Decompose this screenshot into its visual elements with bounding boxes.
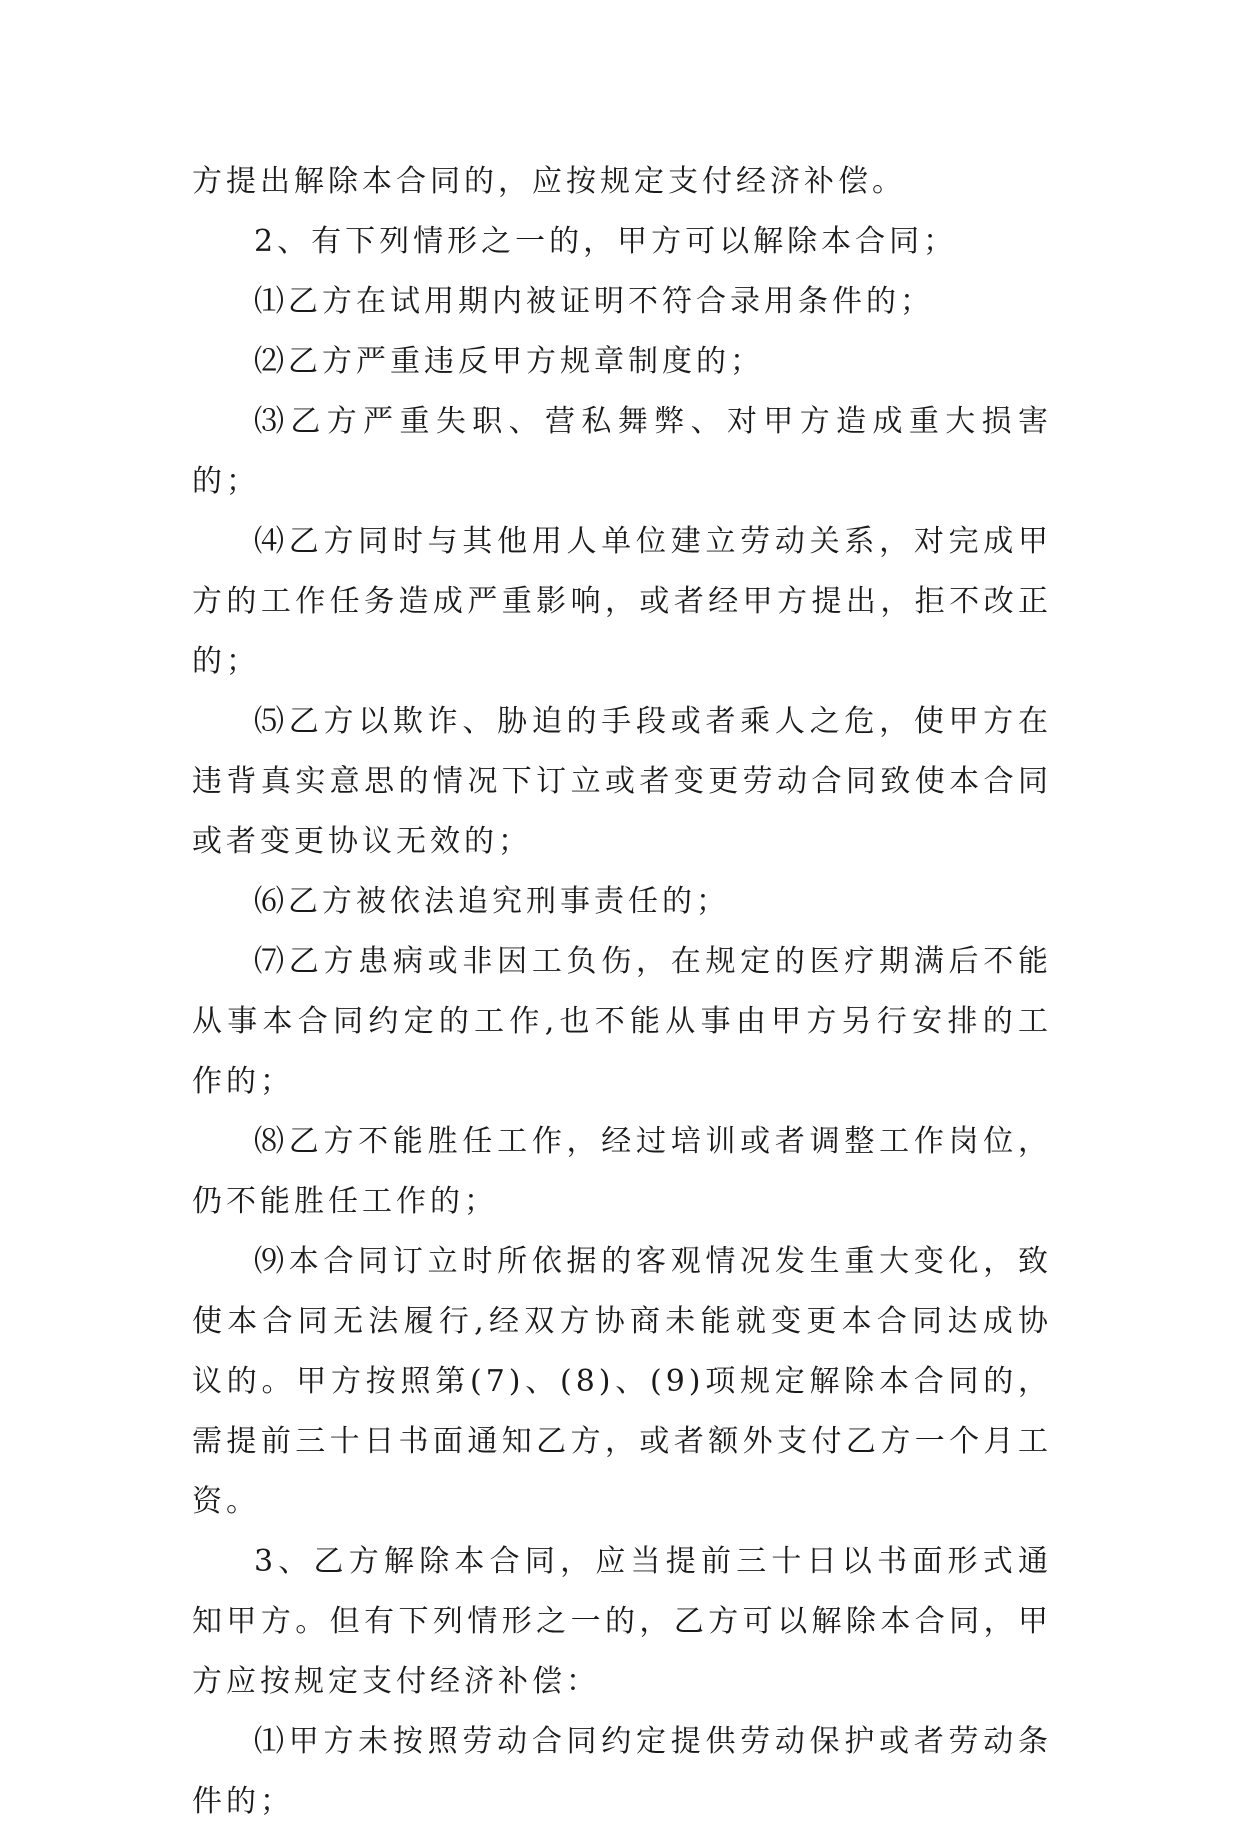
clause-2-item-4: ⑷乙方同时与其他用人单位建立劳动关系，对完成甲方的工作任务造成严重影响，或者经甲方提出，拒不改正的； (192, 524, 1052, 679)
clause-3-heading: 3、乙方解除本合同，应当提前三十日以书面形式通知甲方。但有下列情形之一的，乙方可以解除本合同，甲方应按规定支付经济补偿： (192, 1544, 1052, 1699)
clause-2-item-7: ⑺乙方患病或非因工负伤，在规定的医疗期满后不能从事本合同约定的工作,也不能从事由甲方另行安排的工作的； (192, 944, 1052, 1099)
clause-2-item-5: ⑸乙方以欺诈、胁迫的手段或者乘人之危，使甲方在违背真实意思的情况下订立或者变更劳动合同致使本合同或者变更协议无效的； (192, 704, 1052, 859)
paragraph-continuation: 方提出解除本合同的，应按规定支付经济补偿。 (192, 164, 906, 199)
document-body (192, 152, 1052, 1832)
clause-3-item-1: ⑴甲方未按照劳动合同约定提供劳动保护或者劳动条件的； (192, 1724, 1052, 1819)
clause-2-item-6: ⑹乙方被依法追究刑事责任的； (254, 884, 730, 919)
clause-2-item-9: ⑼本合同订立时所依据的客观情况发生重大变化，致使本合同无法履行,经双方协商未能就变更本合同达成协议的。甲方按照第(7)、(8)、(9)项规定解除本合同的，需提前三十日书面通知乙方，或者额外支付乙方一个月工资。 (192, 1244, 1052, 1519)
clause-2-heading: 2、有下列情形之一的，甲方可以解除本合同； (254, 224, 958, 259)
clause-2-item-3: ⑶乙方严重失职、营私舞弊、对甲方造成重大损害的； (192, 404, 1052, 499)
clause-2-item-8: ⑻乙方不能胜任工作，经过培训或者调整工作岗位，仍不能胜任工作的； (192, 1124, 1052, 1219)
clause-2-item-2: ⑵乙方严重违反甲方规章制度的； (254, 344, 764, 379)
clause-2-item-1: ⑴乙方在试用期内被证明不符合录用条件的； (254, 284, 934, 319)
